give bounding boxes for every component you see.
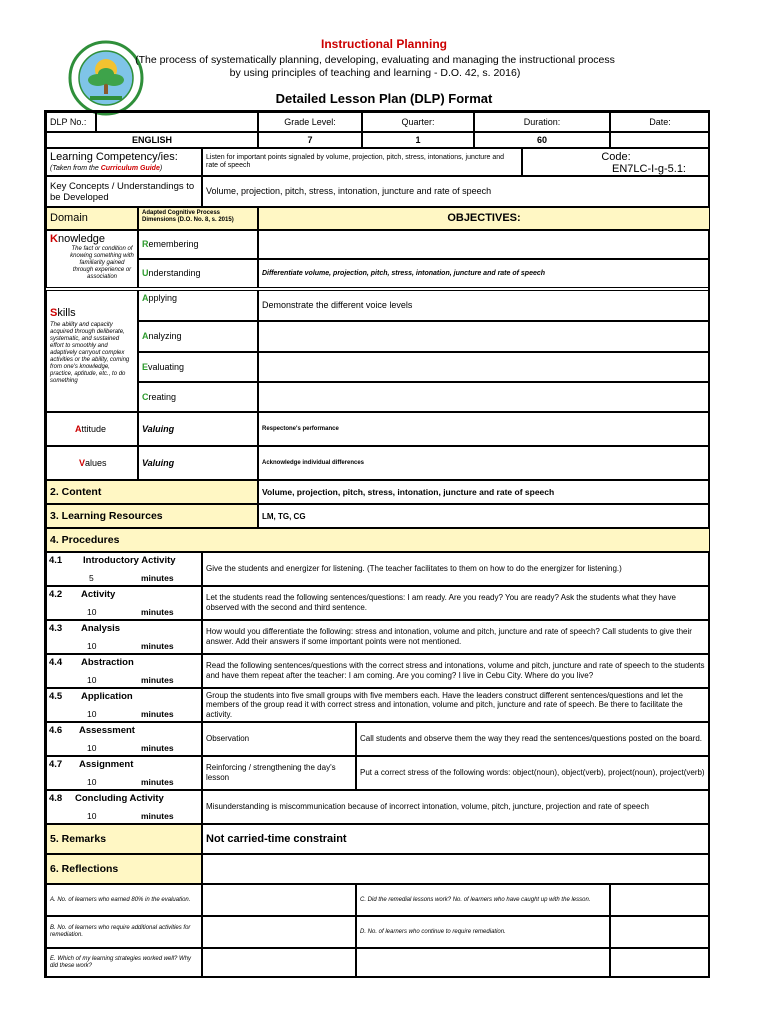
reflection-a-field[interactable] [202, 884, 356, 916]
page-description: (The process of systematically planning, developing, evaluating and managing the instructional process by using principles of teaching and learning - D.O. 42, s. 2016) [135, 54, 615, 79]
reflection-e-field[interactable] [202, 948, 356, 978]
procedure-4-5: 4.5 Application 10 minutes [46, 688, 202, 722]
procedure-4-8-text: Misunderstanding is miscommunication because of incorrect intonation, volume, pitch, juncture, projection and rate of speech [202, 790, 710, 824]
acpd-label: Adapted Cognitive Process Dimensions (D.O. No. 8, s. 2015) [138, 207, 258, 230]
applying-objective: Demonstrate the different voice levels [258, 290, 710, 321]
reflections-field[interactable] [202, 854, 710, 884]
procedure-4-2-text: Let the students read the following sentences/questions: I am ready. Are you ready? You are ready? Ask the students what they have observed with the second and third sentence. [202, 586, 710, 620]
reflection-d-label: D. No. of learners who continue to require remediation. [356, 916, 610, 948]
procedures-label: 4. Procedures [46, 528, 710, 552]
date-field[interactable] [610, 132, 710, 148]
procedure-4-1-text: Give the students and energizer for listening. (The teacher facilitates to them on how to do the energizer for listening.) [202, 552, 710, 586]
understanding-label: U nderstanding [138, 259, 258, 288]
skills-domain: Skills The ability and capacity acquired through deliberate, systematic, and sustained effort to smoothly and adaptively carryout complex activities or the ability, coming from one's knowledge, practice, aptitude, etc., to do something [46, 290, 138, 412]
reflection-f-label [356, 948, 610, 978]
procedure-4-8: 4.8 Concluding Activity 10 minutes [46, 790, 202, 824]
format-title: Detailed Lesson Plan (DLP) Format [275, 91, 493, 106]
procedure-4-5-text: Group the students into five small groups with five members each. Have the leaders construct different sentences/questions and let the members of the group read it with correct stress and intonation, volume and pitch, juncture and rate of speech. Be there to facilitate the activity. [202, 688, 710, 722]
evaluating-objective [258, 352, 710, 382]
procedure-4-4: 4.4 Abstraction 10 minutes [46, 654, 202, 688]
quarter-label: Quarter: [362, 112, 474, 132]
procedure-4-4-text: Read the following sentences/questions with the correct stress and intonations, volume and pitch, juncture and rate of speech to the students and have them repeat after the teacher: I am coming. Are you coming? I live in Cebu City. Where do you live? [202, 654, 710, 688]
quarter-value: 1 [362, 132, 474, 148]
analyzing-label: A nalyzing [138, 321, 258, 352]
subject-value: ENGLISH [46, 132, 258, 148]
procedure-4-7-left: Reinforcing / strengthening the day's lesson [202, 756, 356, 790]
values-objective: Acknowledge individual differences [258, 446, 710, 480]
dlp-no-label: DLP No.: [46, 112, 96, 132]
grade-level-label: Grade Level: [258, 112, 362, 132]
procedure-4-3: 4.3 Analysis 10 minutes [46, 620, 202, 654]
reflection-a-label: A. No. of learners who earned 80% in the evaluation. [46, 884, 202, 916]
reflection-c-label: C. Did the remedial lessons work? No. of learners who have caught up with the lesson. [356, 884, 610, 916]
values-domain: V alues [46, 446, 138, 480]
reflection-b-label: B. No. of learners who require additional activities for remediation. [46, 916, 202, 948]
remembering-label: R emembering [138, 230, 258, 259]
content-label: 2. Content [46, 480, 258, 504]
duration-label: Duration: [474, 112, 610, 132]
reflection-e-label: E. Which of my learning strategies worked well? Why did these work? [46, 948, 202, 978]
procedure-4-6: 4.6 Assessment 10 minutes [46, 722, 202, 756]
procedure-4-6-left: Observation [202, 722, 356, 756]
values-dimension: Valuing [138, 446, 258, 480]
evaluating-label: E valuating [138, 352, 258, 382]
competency-label: Learning Competency/ies: (Taken from the Curriculum Guide) [46, 148, 202, 176]
reflection-f-field[interactable] [610, 948, 710, 978]
dlp-no-field[interactable] [96, 112, 258, 132]
applying-label: Applying [138, 290, 258, 321]
reflection-c-field[interactable] [610, 884, 710, 916]
knowledge-domain: Knowledge The fact or condition of knowing something with familiarity gained through experience or association [46, 230, 138, 288]
remembering-objective [258, 230, 710, 259]
key-concepts-label: Key Concepts / Understandings to be Developed [46, 176, 202, 207]
objectives-label: OBJECTIVES: [258, 207, 710, 230]
remarks-text: Not carried-time constraint [202, 824, 710, 854]
page-title: Instructional Planning [320, 37, 447, 51]
procedure-4-7-right: Put a correct stress of the following words: object(noun), object(verb), project(noun), project(verb) [356, 756, 710, 790]
content-text: Volume, projection, pitch, stress, intonation, juncture and rate of speech [258, 480, 710, 504]
attitude-domain: A ttitude [46, 412, 138, 446]
resources-text: LM, TG, CG [258, 504, 710, 528]
attitude-objective: Respectone's performance [258, 412, 710, 446]
procedure-4-1: 4.1 Introductory Activity 5 minutes [46, 552, 202, 586]
competency-code: Code: EN7LC-I-g-5.1: [522, 148, 710, 176]
procedure-4-6-right: Call students and observe them the way they read the sentences/questions posted on the board. [356, 722, 710, 756]
dlp-form [44, 110, 710, 978]
reflection-d-field[interactable] [610, 916, 710, 948]
creating-label: C reating [138, 382, 258, 412]
attitude-dimension: Valuing [138, 412, 258, 446]
reflection-b-field[interactable] [202, 916, 356, 948]
resources-label: 3. Learning Resources [46, 504, 258, 528]
duration-value: 60 [474, 132, 610, 148]
creating-objective [258, 382, 710, 412]
understanding-objective: Differentiate volume, projection, pitch, stress, intonation, juncture and rate of speech [258, 259, 710, 288]
analyzing-objective [258, 321, 710, 352]
competency-text: Listen for important points signaled by volume, projection, pitch, stress, intonations, juncture and rate of speech [202, 148, 522, 176]
procedure-4-2: 4.2 Activity 10 minutes [46, 586, 202, 620]
reflections-label: 6. Reflections [46, 854, 202, 884]
remarks-label: 5. Remarks [46, 824, 202, 854]
key-concepts-text: Volume, projection, pitch, stress, intonation, juncture and rate of speech [202, 176, 710, 207]
procedure-4-3-text: How would you differentiate the following: stress and intonation, volume and pitch, juncture and rate of speech? Call students to give their answer. Add their answers if some important points were not mentioned. [202, 620, 710, 654]
domain-label: Domain [46, 207, 138, 230]
date-label: Date: [610, 112, 710, 132]
grade-value: 7 [258, 132, 362, 148]
procedure-4-7: 4.7 Assignment 10 minutes [46, 756, 202, 790]
